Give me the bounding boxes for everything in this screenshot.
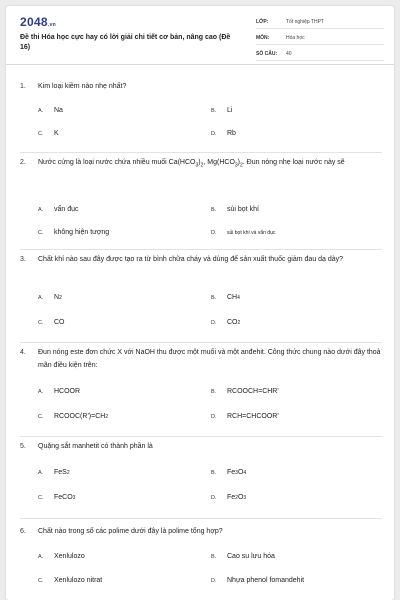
q5-option-a[interactable]: A. FeS 2 xyxy=(38,469,70,476)
q2-option-d[interactable]: D. sủi bọt khí và vẩn đục xyxy=(211,230,276,236)
q2-option-c[interactable]: C. không hiện tượng xyxy=(38,229,110,236)
site-logo[interactable]: 2048.vn xyxy=(20,15,57,29)
q1-option-b[interactable]: B. Li xyxy=(211,107,233,114)
meta-count: SỐ CÂU: 40 xyxy=(256,47,384,61)
question-3: 3. Chất khí nào sau đây được tạo ra từ bình chữa cháy và dùng để sản xuất thuốc giảm đau dạ dày? xyxy=(20,256,344,263)
question-5: 5. Quặng sắt manhetit có thành phần là xyxy=(20,443,153,450)
meta-subject: MÔN: Hóa học xyxy=(256,31,384,45)
q2-option-a[interactable]: A. vẩn đục xyxy=(38,206,79,213)
question-2: 2. Nước cứng là loại nước chứa nhiều muối $Ca(HCO_3)_2$, $Mg(HCO_3)_2$. Đun nóng nhẹ loại nước này sẽ xyxy=(20,159,345,169)
q4-option-c[interactable]: C. RCOOC(R')=CH 2 xyxy=(38,413,109,420)
q4-option-b[interactable]: B. RCOOCH=CHR' xyxy=(211,388,279,395)
q6-option-c[interactable]: C. Xenlulozo nitrat xyxy=(38,577,103,584)
meta-class: LỚP: Tốt nghiệp THPT xyxy=(256,15,384,29)
q6-option-b[interactable]: B. Cao su lưu hóa xyxy=(211,553,275,560)
q1-option-a[interactable]: A. Na xyxy=(38,107,63,114)
q5-option-c[interactable]: C. FeCO 3 xyxy=(38,494,76,501)
q6-option-d[interactable]: D. Nhựa phenol fomandehit xyxy=(211,577,305,584)
question-6: 6. Chất nào trong số các polime dưới đây là polime tổng hợp? xyxy=(20,528,223,535)
q2-option-b[interactable]: B. sủi bọt khí xyxy=(211,206,259,213)
divider xyxy=(20,249,382,250)
q5-option-d[interactable]: D. Fe 2 O 3 xyxy=(211,494,247,501)
q1-option-d[interactable]: D. Rb xyxy=(211,130,236,137)
question-1: 1. Kim loại kiềm nào nhẹ nhất? xyxy=(20,83,127,90)
divider xyxy=(20,518,382,519)
q4-option-a[interactable]: A. HCOOR xyxy=(38,388,81,395)
question-4: 4. Đun nóng este đơn chức X với NaOH thu được một muối và một anđehit. Công thức chung nào dưới đây thoả mãn điều kiện trên: xyxy=(20,349,381,369)
q6-option-a[interactable]: A. Xenlulozo xyxy=(38,553,85,560)
q1-option-c[interactable]: C. K xyxy=(38,130,59,137)
page-title: Đề thi Hóa học cực hay có lời giải chi tiết cơ bản, nâng cao (Đề 16) xyxy=(20,34,231,51)
divider xyxy=(20,152,382,153)
divider xyxy=(20,436,382,437)
q3-option-b[interactable]: B. CH 4 xyxy=(211,294,240,301)
q5-option-b[interactable]: B. Fe 3 O 4 xyxy=(211,469,247,476)
q4-option-d[interactable]: D. RCH=CHCOOR' xyxy=(211,413,279,420)
page-header xyxy=(6,6,394,65)
exam-meta xyxy=(256,15,384,63)
q3-option-a[interactable]: A. N 2 xyxy=(38,294,62,301)
divider xyxy=(20,342,382,343)
q3-option-c[interactable]: C. CO xyxy=(38,319,65,326)
exam-page xyxy=(6,6,394,600)
q3-option-d[interactable]: D. CO 2 xyxy=(211,319,241,326)
